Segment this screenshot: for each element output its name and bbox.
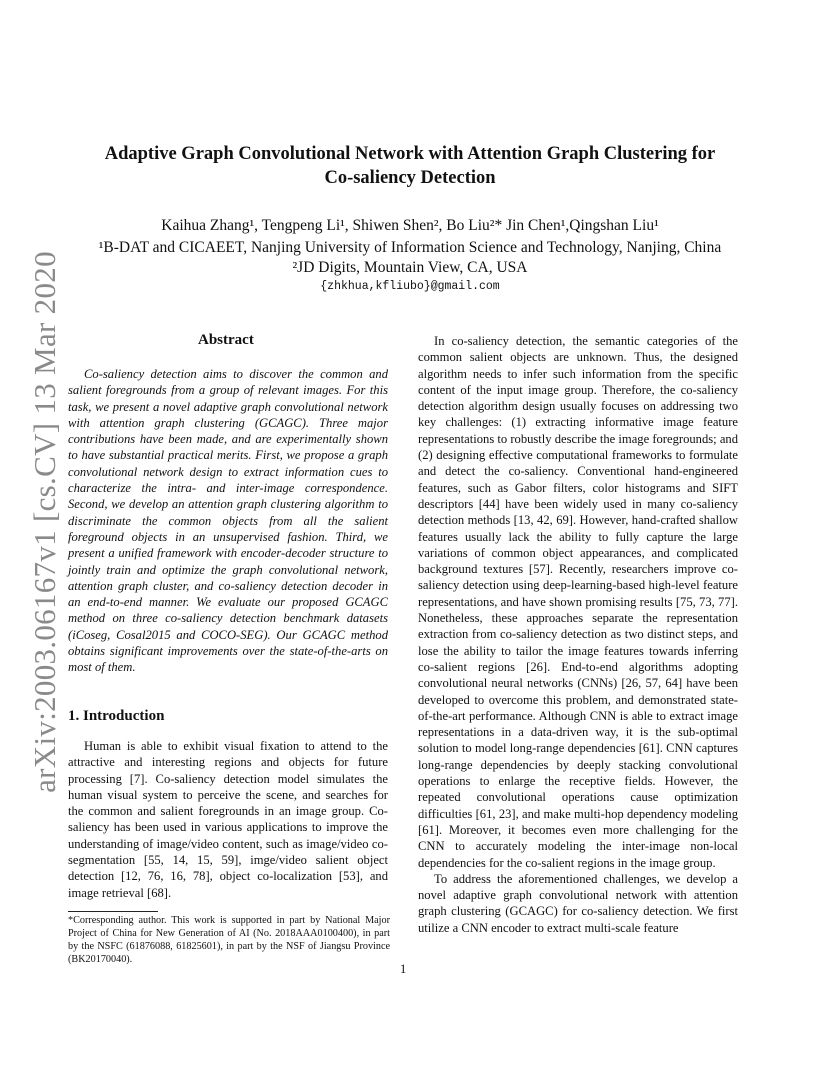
author-list: Kaihua Zhang¹, Tengpeng Li¹, Shiwen Shen², Bo Liu²* Jin Chen¹,Qingshan Liu¹ [161,217,659,234]
author-email: {zhkhua,kfliubo}@gmail.com [320,280,500,293]
title-line-1: Adaptive Graph Convolutional Network with Attention Graph Clustering for [104,144,716,164]
page-number: 1 [400,962,407,976]
abstract-body [68,366,388,676]
introduction-body [68,738,388,901]
title-line-2: Co-saliency Detection [324,168,496,188]
intro-paragraph-1: Human is able to exhibit visual fixation to attend to the attractive and interesting regions and objects for future processing [7]. Co-saliency detection model simulates the human visual system to perceive the scene, and searches for the common and salient foregrounds in an image group. Co-saliency has been used in various applications to improve the understanding of image/video content, such as image/video co-segmentation [55, 14, 15, 59], imge/video salient object detection [12, 76, 16, 78], object co-localization [53], and image retrieval [68]. [68,739,388,900]
right-paragraph-1: In co-saliency detection, the semantic categories of the common salient objects are unknown. Thus, the designed algorithm needs to infer such information from the specific content of the input image group. Therefore, the co-saliency detection algorithm design usually focuses on addressing two key challenges: (1) extracting informative image feature representations to robustly describe the image foregrounds; and (2) designing effective computational frameworks to formulate and detect the co-saliency. Conventional hand-engineered features, such as Gabor filters, color histograms and SIFT descriptors [44] have been widely used in many co-saliency detection methods [13, 42, 69]. However, hand-crafted shallow features usually lack the ability to fully capture the large variations of common object appearances, and complicated background textures [57]. Recently, researchers improve co-saliency detection using deep-learning-based high-level feature representations, and have shown promising results [75, 73, 77]. Nonetheless, these approaches separate the representation extraction from co-saliency detection as two distinct steps, and lose the ability to tailor the image features towards inferring co-salient regions [26]. End-to-end algorithms adopting convolutional neural networks (CNNs) [26, 57, 64] have been developed to overcome this problem, and demonstrated state-of-the-art performance. Although CNN is able to extract image representations in a data-driven way, it is the sub-optimal solution to model long-range dependencies [61]. CNN captures long-range dependencies by deeply stacking convolutional operations to enlarge the receptive fields. However, the repeated convolutional operations cause optimization difficulties [61, 23], and make multi-hop dependency modeling [61]. Moreover, it becomes even more challenging for the CNN to accurately modeling the inter-image non-local dependencies for the co-salient regions in the image group. [418,334,738,870]
section-heading-introduction: 1. Introduction [68,708,165,724]
affiliation-2: ²JD Digits, Mountain View, CA, USA [292,259,528,276]
abstract-text: Co-saliency detection aims to discover the common and salient foregrounds from a group of relevant images. For this task, we present a novel adaptive graph convolutional network with attention graph clustering (GCAGC). Three major contributions have been made, and are experimentally shown to have substantial practical merits. First, we propose a graph convolutional network design to extract information cues to characterize the intra- and inter-image correspondence. Second, we develop an attention graph clustering algorithm to discriminate the common objects from all the salient foreground objects in an unsupervised fashion. Third, we present a unified framework with encoder-decoder structure to jointly train and optimize the graph convolutional network, attention graph cluster, and co-saliency detection decoder in an end-to-end manner. We evaluate our proposed GCAGC method on three co-saliency detection benchmark datasets (iCoseg, Cosal2015 and COCO-SEG). Our GCAGC method obtains significant improvements over the state-of-the-arts on most of them. [68,367,388,675]
footnote-rule [68,911,158,912]
right-column-body [418,333,738,936]
right-paragraph-2: To address the aforementioned challenges, we develop a novel adaptive graph convolutional network with attention graph clustering (GCAGC) for co-saliency detection. We first utilize a CNN encoder to extract multi-scale feature [418,871,738,935]
arxiv-sidebar-stamp: arXiv:2003.06167v1 [cs.CV] 13 Mar 2020 [27,251,62,793]
affiliation-1: ¹B-DAT and CICAEET, Nanjing University of Information Science and Technology, Nanjing, China [98,239,722,256]
footnote: *Corresponding author. This work is supported in part by National Major Project of China for New Generation of AI (No. 2018AAA0100400), in part by the NSFC (61876088, 61825601), in part by the NSF of Jiangsu Province (BK20170040). [68,915,390,965]
paper-title [80,142,740,190]
abstract-heading: Abstract [198,332,254,348]
